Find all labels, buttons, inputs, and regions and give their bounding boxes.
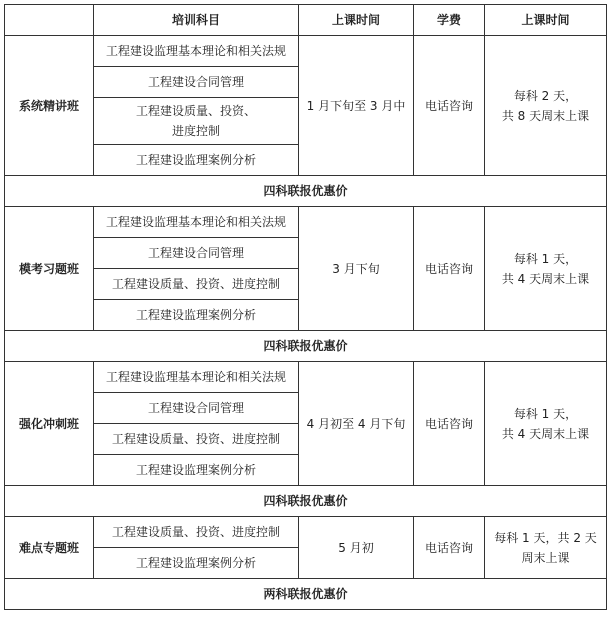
course-schedule-table [4,4,607,610]
subject-cell: 工程建设监理案例分析 [94,145,299,176]
schedule-cell: 每科 2 天， 共 8 天周末上课 [485,36,607,176]
time-cell: 4 月初至 4 月下旬 [299,362,414,486]
schedule-cell: 每科 1 天，共 2 天 周末上课 [485,517,607,579]
promo-row [5,331,607,362]
subject-cell: 工程建设监理案例分析 [94,455,299,486]
subject-cell: 工程建设监理基本理论和相关法规 [94,207,299,238]
fee-cell: 电话咨询 [414,207,485,331]
subject-cell: 工程建设质量、投资、进度控制 [94,517,299,548]
promo-cell: 四科联报优惠价 [5,176,607,207]
time-cell: 5 月初 [299,517,414,579]
time-cell: 1 月下旬至 3 月中 [299,36,414,176]
schedule-cell: 每科 1 天， 共 4 天周末上课 [485,207,607,331]
subject-cell: 工程建设质量、投资、进度控制 [94,269,299,300]
subject-cell: 工程建设监理案例分析 [94,300,299,331]
header-fee: 学费 [414,5,485,36]
class-name-cell: 模考习题班 [5,207,94,331]
fee-cell: 电话咨询 [414,517,485,579]
header-subjects: 培训科目 [94,5,299,36]
subject-cell: 工程建设合同管理 [94,238,299,269]
schedule-cell: 每科 1 天， 共 4 天周末上课 [485,362,607,486]
time-cell: 3 月下旬 [299,207,414,331]
promo-row [5,579,607,610]
fee-cell: 电话咨询 [414,362,485,486]
promo-cell: 四科联报优惠价 [5,486,607,517]
promo-row [5,176,607,207]
class-name-cell: 系统精讲班 [5,36,94,176]
subject-cell: 工程建设合同管理 [94,67,299,98]
fee-cell: 电话咨询 [414,36,485,176]
table-row [5,517,607,548]
subject-cell: 工程建设监理基本理论和相关法规 [94,36,299,67]
subject-cell: 工程建设质量、投资、 进度控制 [94,98,299,145]
promo-cell: 四科联报优惠价 [5,331,607,362]
header-row [5,5,607,36]
table-row [5,362,607,393]
class-name-cell: 强化冲刺班 [5,362,94,486]
subject-cell: 工程建设监理基本理论和相关法规 [94,362,299,393]
subject-cell: 工程建设质量、投资、进度控制 [94,424,299,455]
table-row [5,36,607,67]
subject-cell: 工程建设合同管理 [94,393,299,424]
promo-row [5,486,607,517]
subject-cell: 工程建设监理案例分析 [94,548,299,579]
header-schedule: 上课时间 [485,5,607,36]
header-time: 上课时间 [299,5,414,36]
class-name-cell: 难点专题班 [5,517,94,579]
header-class [5,5,94,36]
promo-cell: 两科联报优惠价 [5,579,607,610]
table-row [5,207,607,238]
